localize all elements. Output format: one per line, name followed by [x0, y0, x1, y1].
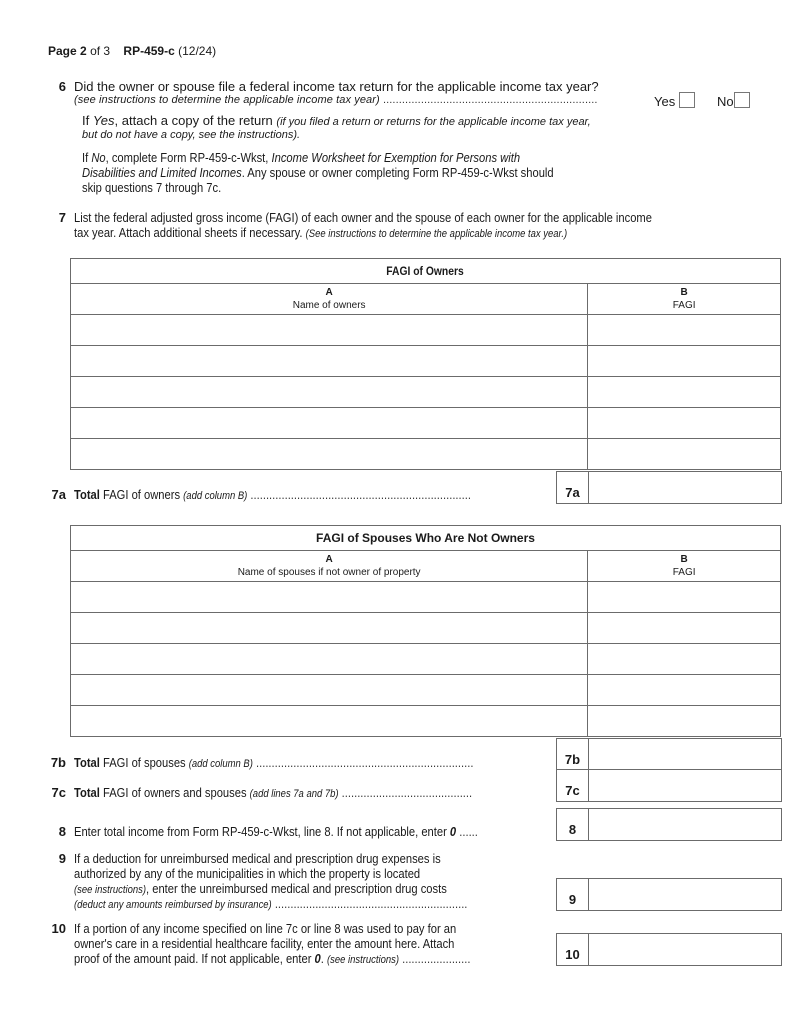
- spouses-table-row: [71, 706, 781, 737]
- spouses-col-a-header: A Name of spouses if not owner of property: [71, 551, 588, 582]
- spouse-fagi-cell[interactable]: [588, 644, 781, 675]
- owners-table-title: FAGI of Owners: [71, 259, 781, 284]
- q6-hint: [74, 94, 598, 106]
- q7-line2-text: tax year. Attach additional sheets if necessary.: [74, 225, 306, 240]
- owner-fagi-cell[interactable]: [588, 439, 781, 470]
- line7c-amount-field[interactable]: [589, 770, 781, 801]
- q7-line1: [74, 210, 746, 225]
- spouse-name-cell[interactable]: [71, 613, 588, 644]
- if-no-text-2: . Any spouse or owner completing Form RP-459-c-Wkst should: [241, 165, 554, 180]
- page-number: 2: [80, 44, 87, 58]
- owner-name-cell[interactable]: [71, 346, 588, 377]
- line7c-number: 7c: [51, 785, 66, 800]
- if-no-title-1: Income Worksheet for Exemption for Persons with: [271, 150, 521, 165]
- line9-line1: If a deduction for unreimbursed medical and prescription drug expenses is: [74, 851, 441, 866]
- form-id: RP-459-c: [123, 44, 175, 58]
- spouse-fagi-cell[interactable]: [588, 706, 781, 737]
- q6-if-yes: [82, 113, 591, 130]
- spouse-fagi-cell[interactable]: [588, 582, 781, 613]
- owners-table-row: [71, 377, 781, 408]
- q6-question: Did the owner or spouse file a federal income tax return for the applicable income tax year?: [74, 79, 599, 94]
- line7b-number: 7b: [50, 755, 66, 770]
- q7-line2: [74, 225, 647, 242]
- spouses-table-row: [71, 675, 781, 706]
- line9-amount-field[interactable]: [589, 879, 781, 910]
- owners-table-row: [71, 439, 781, 470]
- owner-name-cell[interactable]: [71, 315, 588, 346]
- if-no-title-2: Disabilities and Limited Incomes: [82, 165, 242, 180]
- line7c-box-label: 7c: [557, 770, 589, 801]
- if-no-prefix: If: [82, 150, 92, 165]
- line7b-text: Total FAGI of spouses (add column B) ......................................................................: [74, 755, 474, 770]
- spouse-name-cell[interactable]: [71, 644, 588, 675]
- q6-yes-option[interactable]: [654, 92, 695, 109]
- owners-table: [70, 258, 781, 470]
- q6-if-no-line3: [82, 180, 244, 195]
- owner-fagi-cell[interactable]: [588, 315, 781, 346]
- spouses-table: [70, 525, 781, 737]
- owner-name-cell[interactable]: [71, 439, 588, 470]
- owner-name-cell[interactable]: [71, 377, 588, 408]
- line7c-box: [556, 769, 782, 802]
- line8-amount-field[interactable]: [589, 809, 781, 840]
- line7c-text: Total FAGI of owners and spouses (add lines 7a and 7b) ..........................................: [74, 785, 473, 800]
- spouses-table-title: FAGI of Spouses Who Are Not Owners: [71, 526, 781, 551]
- spouses-table-row: [71, 613, 781, 644]
- owner-fagi-cell[interactable]: [588, 377, 781, 408]
- owner-fagi-cell[interactable]: [588, 408, 781, 439]
- line7a-text: Total FAGI of owners (add column B) .......................................................................: [74, 487, 471, 502]
- spouse-name-cell[interactable]: [71, 675, 588, 706]
- q7-number: 7: [58, 210, 66, 225]
- form-revision: (12/24): [178, 44, 217, 58]
- page-label: Page: [48, 44, 77, 58]
- page-of: of 3: [90, 44, 111, 58]
- line8-number: 8: [58, 824, 66, 839]
- if-no-text-1: , complete Form RP-459-c-Wkst,: [105, 150, 272, 165]
- line10-box: [556, 933, 782, 966]
- spouse-name-cell[interactable]: [71, 582, 588, 613]
- line7b-amount-field[interactable]: [589, 739, 781, 770]
- spouse-name-cell[interactable]: [71, 706, 588, 737]
- line10-number: 10: [51, 921, 66, 936]
- no-checkbox[interactable]: [734, 92, 750, 108]
- owner-fagi-cell[interactable]: [588, 346, 781, 377]
- spouses-table-row: [71, 644, 781, 675]
- yes-checkbox[interactable]: [679, 92, 695, 108]
- q6-dots: ....................................................................: [382, 94, 598, 106]
- owners-col-a-header: A Name of owners: [71, 284, 588, 315]
- line10-line1: If a portion of any income specified on line 7c or line 8 was used to pay for an: [74, 921, 457, 936]
- spouse-fagi-cell[interactable]: [588, 613, 781, 644]
- owners-col-b-header: B FAGI: [588, 284, 781, 315]
- q6-if-no-line2: [82, 165, 630, 180]
- page-header: [48, 44, 216, 58]
- q6-no-option[interactable]: [717, 92, 750, 109]
- owner-name-cell[interactable]: [71, 408, 588, 439]
- if-yes-note-1: (if you filed a return or returns for the applicable income tax year,: [276, 116, 591, 128]
- spouses-table-row: [71, 582, 781, 613]
- owners-table-row: [71, 408, 781, 439]
- line10-line3: proof of the amount paid. If not applicable, enter 0. (see instructions) ......................: [74, 951, 471, 966]
- line7b-box: [556, 738, 782, 771]
- line9-line3: (see instructions), enter the unreimbursed medical and prescription drug costs: [74, 881, 447, 896]
- if-yes-word: Yes: [92, 113, 115, 128]
- line8-box: [556, 808, 782, 841]
- if-no-text-3: skip questions 7 through 7c.: [82, 180, 222, 195]
- line9-line4: (deduct any amounts reimbursed by insurance) ..............................................................: [74, 896, 468, 911]
- line7a-amount-field[interactable]: [589, 472, 781, 503]
- line10-line2: owner's care in a residential healthcare facility, enter the amount here. Attach: [74, 936, 455, 951]
- q6-if-yes-note-2: but do not have a copy, see the instructions).: [82, 129, 301, 141]
- q6-hint-text: (see instructions to determine the applicable income tax year): [74, 94, 380, 106]
- line7a-number: 7a: [51, 487, 66, 502]
- line9-box: [556, 878, 782, 911]
- owners-table-row: [71, 346, 781, 377]
- if-no-word: No: [91, 150, 106, 165]
- line9-box-label: 9: [557, 879, 589, 910]
- no-label: No: [717, 94, 734, 109]
- yes-label: Yes: [654, 94, 676, 109]
- q6-number: 6: [58, 79, 66, 94]
- line7a-box: [556, 471, 782, 504]
- q7-line2-note: (See instructions to determine the applicable income tax year.): [305, 228, 568, 240]
- line8-box-label: 8: [557, 809, 589, 840]
- line7a-box-label: 7a: [557, 472, 589, 503]
- q7-line1-text: List the federal adjusted gross income (FAGI) of each owner and the spouse of each owner for the applicable income: [74, 210, 652, 225]
- if-yes-text: , attach a copy of the return: [114, 113, 277, 128]
- line9-number: 9: [58, 851, 66, 866]
- owners-table-row: [71, 315, 781, 346]
- line8-text: Enter total income from Form RP-459-c-Wkst, line 8. If not applicable, enter 0 ......: [74, 824, 478, 839]
- spouses-col-b-header: B FAGI: [588, 551, 781, 582]
- if-yes-prefix: If: [82, 113, 93, 128]
- line10-box-label: 10: [557, 934, 589, 965]
- line9-line2: authorized by any of the municipalities in which the property is located: [74, 866, 421, 881]
- line10-amount-field[interactable]: [589, 934, 781, 965]
- q6-if-no-line1: [82, 150, 591, 165]
- line7b-box-label: 7b: [557, 739, 589, 770]
- spouse-fagi-cell[interactable]: [588, 675, 781, 706]
